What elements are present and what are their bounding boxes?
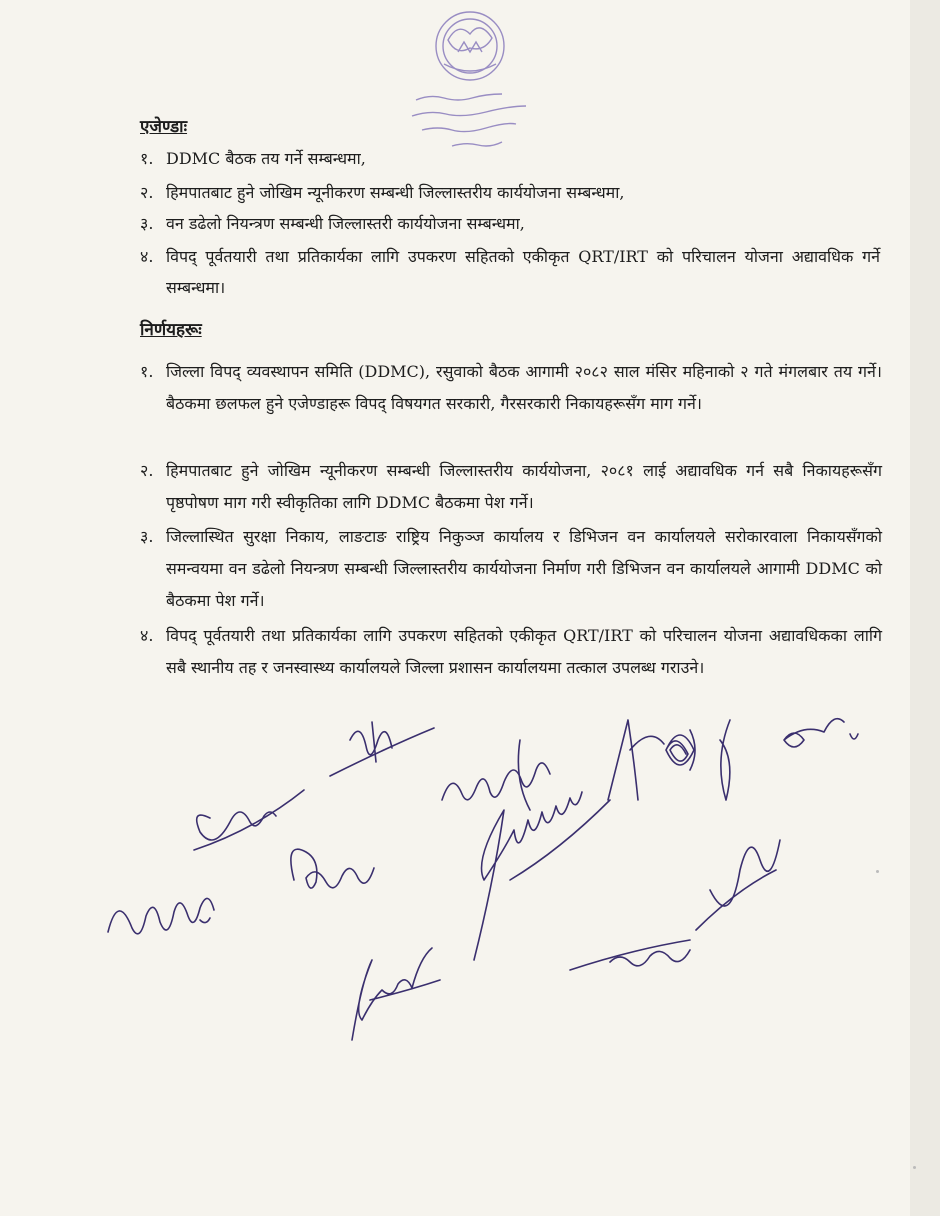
signature (696, 840, 780, 930)
scan-edge (910, 0, 940, 1216)
signature (666, 730, 695, 770)
signature (352, 948, 440, 1040)
item-number: ४. (140, 247, 154, 266)
item-text: हिमपातबाट हुने जोखिम न्यूनीकरण सम्बन्धी जिल्लास्तरीय कार्ययोजना, २०८१ लाई अद्यावधिक गर्न सबै निकायहरूसँग पृष्ठपोषण माग गरी स्वीकृतिका लागि DDMC बैठकमा पेश गर्ने। (166, 461, 882, 512)
signature (608, 720, 664, 800)
item-number: ३. (140, 527, 154, 546)
agenda-item (140, 177, 880, 208)
decision-item (140, 620, 882, 684)
agenda-item (140, 241, 880, 303)
signature (442, 740, 550, 810)
signature (194, 790, 304, 850)
agenda-heading: एजेण्डाः (140, 117, 188, 137)
item-text: जिल्ला विपद् व्यवस्थापन समिति (DDMC), रसुवाको बैठक आगामी २०८२ साल मंसिर महिनाको २ गते मंगलबार तय गर्ने। बैठकमा छलफल हुने एजेण्डाहरू विपद् विषयगत सरकारी, गैरसरकारी निकायहरूसँग माग गर्ने। (166, 362, 882, 413)
item-text: विपद् पूर्वतयारी तथा प्रतिकार्यका लागि उपकरण सहितको एकीकृत QRT/IRT को परिचालन योजना अद्यावधिक गर्ने सम्बन्धमा। (166, 247, 880, 297)
item-number: २. (140, 461, 154, 480)
signature (474, 792, 610, 960)
signature (108, 898, 214, 933)
agenda-item (140, 143, 880, 174)
item-text: विपद् पूर्वतयारी तथा प्रतिकार्यका लागि उपकरण सहितको एकीकृत QRT/IRT को परिचालन योजना अद्यावधिकका लागि सबै स्थानीय तह र जनस्वास्थ्य कार्यालयले जिल्ला प्रशासन कार्यालयमा तत्काल उपलब्ध गराउने। (166, 626, 882, 677)
signature (784, 719, 858, 747)
decision-item (140, 455, 882, 519)
item-number: ३. (140, 214, 154, 233)
item-text: DDMC बैठक तय गर्ने सम्बन्धमा, (166, 149, 366, 168)
signature (330, 722, 434, 776)
item-text: हिमपातबाट हुने जोखिम न्यूनीकरण सम्बन्धी जिल्लास्तरीय कार्ययोजना सम्बन्धमा, (166, 183, 625, 202)
decisions-heading: निर्णयहरूः (140, 320, 202, 340)
signature (720, 720, 730, 800)
item-text: वन डढेलो नियन्त्रण सम्बन्धी जिल्लास्तरी कार्ययोजना सम्बन्धमा, (166, 214, 525, 233)
scan-speck (913, 1166, 916, 1169)
government-seal-stamp (408, 4, 538, 154)
item-number: २. (140, 183, 154, 202)
item-number: १. (140, 149, 154, 168)
signatures-block (90, 700, 890, 1060)
item-text: जिल्लास्थित सुरक्षा निकाय, लाङटाङ राष्ट्रिय निकुञ्ज कार्यालय र डिभिजन वन कार्यालयले सरोकारवाला निकायसँगको समन्वयमा वन डढेलो नियन्त्रण सम्बन्धी जिल्लास्तरीय कार्ययोजना निर्माण गरी डिभिजन वन कार्यालयले आगामी DDMC को बैठकमा पेश गर्ने। (166, 527, 882, 610)
scan-speck (876, 870, 879, 873)
item-number: ४. (140, 626, 154, 645)
item-number: १. (140, 362, 154, 381)
signature (291, 849, 374, 888)
decision-item (140, 521, 882, 617)
decision-item (140, 356, 882, 420)
signature (570, 940, 690, 970)
agenda-item (140, 208, 880, 239)
